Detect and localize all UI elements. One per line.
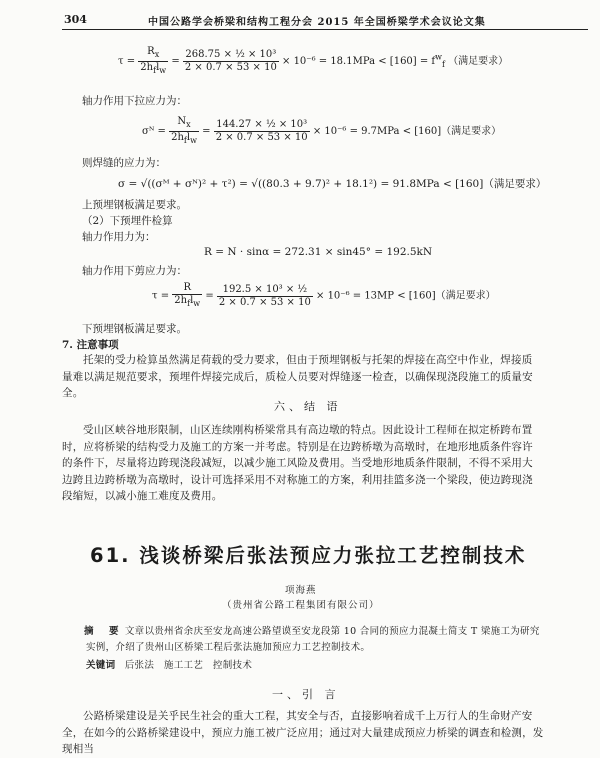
conclusion-heading: 六、结 语	[274, 400, 342, 413]
equation-R: R = N · sinα = 272.31 × sin45° = 192.5kN	[204, 246, 433, 258]
author-affiliation: （贵州省公路工程集团有限公司）	[222, 600, 380, 611]
equation-tau-lower: τ = $\frac{R}{2h_fl_w}$ = $\frac{\text{192.5 × 10³ × ½}}{2 \times 0.7 \times 53 \times 10}$ × 10⁻⁶ = 13MP < [160]（满足要求）	[152, 282, 496, 308]
abstract-text: 文章以贵州省余庆至安龙高速公路望谟至安龙段第 10 合同的预应力混凝土简支 T 梁施工为研究实例，介绍了贵州山区桥梁工程后张法施加预应力工艺控制技术。	[86, 626, 540, 653]
lower-plate-title: （2）下预埋件检算	[82, 215, 173, 227]
abstract-label: 摘 要	[84, 626, 122, 637]
keywords	[86, 658, 564, 674]
upper-plate-conclusion: 上预埋钢板满足要求。	[82, 199, 187, 211]
author-name: 项海燕	[285, 585, 317, 596]
axial-force-label: 轴力作用力为：	[82, 231, 156, 243]
abstract	[86, 624, 546, 656]
intro-body: 公路桥梁建设是关乎民生社会的重大工程，其安全与否，直接影响着成千上万行人的生命财产安全，在如今的公路桥梁建设中，预应力施工被广泛应用；通过对大量建成预应力桥梁的调查和检测，发现相当	[62, 710, 544, 755]
keywords-text: 后张法 施工工艺 控制技术	[124, 660, 253, 671]
article-title: 61. 浅谈桥梁后张法预应力张拉工艺控制技术	[90, 544, 527, 567]
equation-sigma-axial: σᴺ = $\frac{N_x}{2h_fl_w}$ = $\frac{\text{144.27 × ½ × 10³}}{2 \times 0.7 \times 53 \times 10}$ × 10⁻⁶ = 9.7MPa < [160]（满足要求）	[142, 116, 502, 145]
shear-stress-label: 轴力作用下剪应力为：	[82, 265, 187, 277]
lower-plate-conclusion: 下预埋钢板满足要求。	[82, 323, 187, 335]
keywords-label: 关键词	[86, 660, 116, 671]
conclusion-body: 受山区峡谷地形限制，山区连续刚构桥梁常具有高边墩的特点。因此设计工程师在拟定桥跨布置时，应将桥梁的结构受力及施工的方案一并考虑。特别是在边跨桥墩为高墩时，在地形地质条件容许的条件下，尽量将边跨现浇段减短，以减少施工风险及费用。当受地形地质条件限制，不得不采用大边跨且边跨桥墩为高墩时，设计可选择采用不对称施工的方案，利用挂篮多浇一个梁段，使边跨现浇段缩短，以减小施工难度及费用。	[62, 424, 533, 502]
weld-stress-label: 则焊缝的应力为：	[82, 157, 166, 169]
header-rule	[62, 29, 588, 30]
axial-tension-label: 轴力作用下拉应力为：	[82, 95, 187, 107]
running-title: 中国公路学会桥梁和结构工程分会 2015 年全国桥梁学术会议论文集	[148, 17, 486, 28]
running-header	[0, 10, 600, 30]
equation-sigma-total: σ = √((σᴹ + σᴺ)² + τ²) = √((80.3 + 9.7)² + 18.1²) = 91.8MPa < [160]（满足要求）	[118, 178, 547, 190]
notes-body: 托架的受力检算虽然满足荷载的受力要求，但由于预埋钢板与托架的焊接在高空中作业，焊接质量难以满足规范要求，预埋件焊接完成后，质检人员要对焊缝逐一检查，以确保现浇段施工的质量安全。	[62, 354, 533, 399]
page-number: 304	[64, 13, 87, 26]
intro-heading: 一、引 言	[272, 688, 340, 701]
notes-title: 7. 注意事项	[62, 339, 119, 351]
equation-tau-upper: τ = $\frac{R_x}{2h_fl_w}$ = $\frac{\text{268.75 × ½ × 10³}}{2 \times 0.7 \times 53 \times 10}$ × $10^{-6} = 18.1MPa < [160] = f^w_f$ （满足要求）	[118, 46, 509, 75]
